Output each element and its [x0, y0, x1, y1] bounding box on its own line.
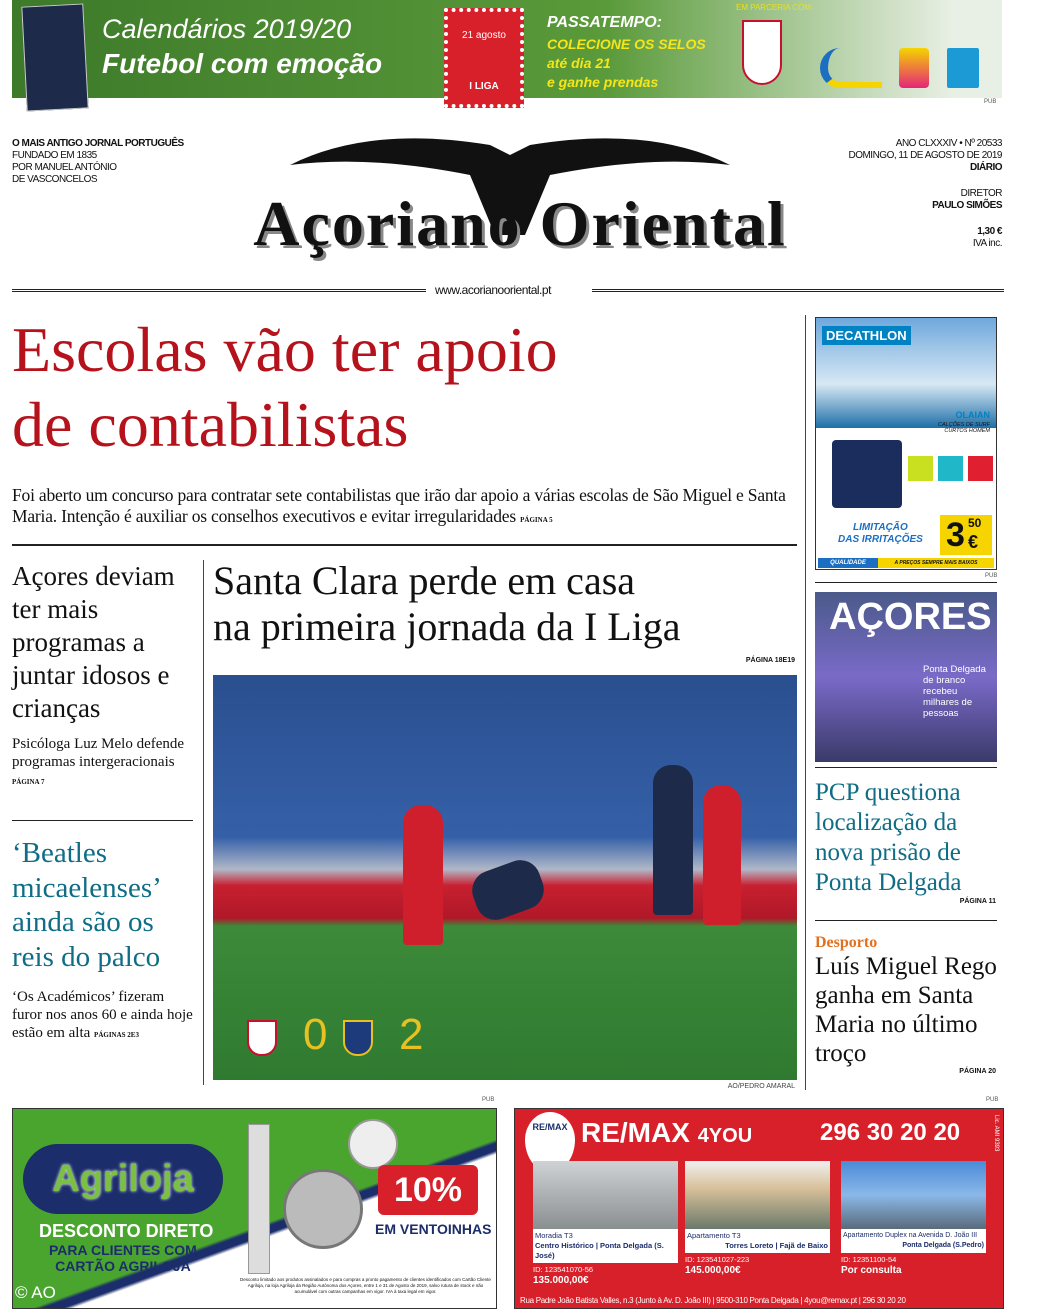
lead-headline-line: de contabilistas: [12, 389, 409, 460]
player-figure: [467, 855, 550, 926]
ega-logo: [820, 48, 882, 88]
director-name: PAULO SIMÕES: [932, 200, 1002, 211]
right-story-2[interactable]: [815, 934, 1000, 1075]
remax-ad[interactable]: [514, 1108, 1004, 1309]
ad-lowprice: A PREÇOS SEMPRE MAIS BAIXOS: [878, 558, 994, 568]
listing-location: Torres Loreto | Fajã de Baixo: [725, 1241, 828, 1250]
story-headline: Luís Miguel Rego ganha em Santa Maria no último troço: [815, 953, 997, 1067]
lead-headline[interactable]: [12, 312, 558, 462]
score-home: 0: [303, 1010, 328, 1059]
price: 1,30 €: [977, 226, 1002, 237]
famalicao-crest: [343, 1020, 373, 1056]
ad-headline: DESCONTO DIRETO: [39, 1221, 214, 1241]
pub-label: PUB: [986, 1097, 999, 1103]
founder: DE VASCONCELOS: [12, 174, 98, 185]
section-kicker: Desporto: [815, 934, 878, 951]
contest-line: e ganhe prendas: [547, 74, 659, 90]
page-ref: PÁGINA 11: [959, 898, 996, 905]
price-tag: [940, 515, 992, 555]
price-integer: 3: [946, 516, 965, 554]
listing-id: ID: 12351100-54: [841, 1255, 897, 1264]
player-figure: [703, 785, 741, 925]
divider: [12, 820, 193, 821]
remax-balloon-logo: RE/MAX: [525, 1112, 575, 1172]
banner-subtitle: Futebol com emoção: [102, 48, 383, 79]
player-figure: [403, 805, 443, 945]
vat-note: IVA inc.: [972, 238, 1002, 249]
ad-line: PARA CLIENTES COM: [49, 1242, 197, 1258]
listing-price: 145.000,00€: [685, 1265, 741, 1276]
listing-photo: [685, 1161, 830, 1229]
page-ref: PÁGINA 7: [12, 778, 45, 786]
listing-photo: [533, 1161, 678, 1229]
divider: [592, 289, 1004, 292]
listing-location: Centro Histórico | Ponta Delgada (S. José): [535, 1241, 664, 1260]
ad-line: CARTÃO AGRILOJA: [55, 1258, 191, 1274]
planeta-logo: [899, 48, 929, 88]
discount-percent: 10%: [378, 1165, 478, 1215]
eagle-icon: [290, 125, 730, 195]
magazine-title: AÇORES: [829, 596, 992, 638]
shorts-image: [908, 456, 933, 481]
pub-label: PUB: [482, 1097, 495, 1103]
price-currency: €: [968, 532, 979, 552]
olaian-logo: OLAIAN: [955, 410, 990, 420]
column-divider: [203, 560, 204, 1085]
listing-type: Apartamento Duplex na Avenida D. João III: [843, 1232, 978, 1239]
page-ref: PÁGINA 20: [959, 1068, 996, 1075]
agriloja-logo: Agriloja: [23, 1144, 223, 1214]
ad-slogan: DAS IRRITAÇÕES: [838, 534, 923, 545]
divider: [815, 767, 997, 768]
pub-label: PUB: [985, 573, 998, 579]
discount-label: EM VENTOINHAS: [375, 1221, 492, 1237]
center-headline[interactable]: [213, 558, 681, 650]
issue-date: DOMINGO, 11 DE AGOSTO DE 2019: [848, 150, 1002, 161]
masthead-right: [848, 138, 1002, 250]
football-photo[interactable]: [213, 675, 797, 1080]
photo-credit: AO/PEDRO AMARAL: [727, 1083, 795, 1090]
listing-type: Apartamento T3: [687, 1231, 741, 1240]
stamp-date: 21 agosto: [462, 30, 506, 41]
masthead-left: [12, 138, 184, 186]
decathlon-logo: DECATHLON: [822, 326, 911, 345]
floor-fan-image: [283, 1169, 363, 1249]
listing-price: Por consulta: [841, 1265, 902, 1276]
founder: POR MANUEL ANTÓNIO: [12, 162, 117, 173]
divider: [12, 289, 426, 292]
left-story-1[interactable]: [12, 560, 197, 791]
listing-card[interactable]: [841, 1161, 986, 1277]
divider: [12, 544, 797, 546]
promo-banner[interactable]: [12, 0, 1002, 98]
santa-clara-crest: [247, 1020, 277, 1056]
magazine-caption: Ponta Delgada de branco recebeu milhares de pessoas: [923, 664, 986, 719]
remax-phone[interactable]: 296 30 20 20: [820, 1119, 961, 1146]
fine-print: Desconto limitado aos produtos assinalados e para compras a pronto pagamento de clientes identificados com Cartão Cliente Agriloja, na loja Agriloja da Região Autónoma dos Açores, entre 1 e 31 de Agosto de 2019, salvo rutura de stock e não acumulável com outras campanhas em vigor. IVA à taxa legal em vigor.: [240, 1277, 491, 1294]
tagline: O MAIS ANTIGO JORNAL PORTUGUÊS: [12, 138, 184, 149]
license-number: Lic. AMI 9393: [993, 1115, 999, 1152]
listing-price: 135.000,00€: [533, 1275, 589, 1286]
page-ref: PÁGINAS 2E3: [94, 1031, 139, 1039]
shorts-image: [968, 456, 993, 481]
center-headline-line: Santa Clara perde em casa: [213, 558, 636, 603]
remax-contact-footer: Rua Padre João Batista Valles, n.3 (Junto à Av. D. João III) | 9500-310 Ponta Delgada | 4you@remax.pt | 296 30 20 20: [520, 1296, 906, 1305]
decathlon-ad[interactable]: [815, 317, 997, 570]
ad-slogan: LIMITAÇÃO: [853, 522, 908, 533]
website-link[interactable]: www.acorianooriental.pt: [435, 283, 551, 297]
listing-id: ID: 123541027-223: [685, 1255, 750, 1264]
lead-summary-text: Foi aberto um concurso para contratar sete contabilistas que irão dar apoio a várias escolas de São Miguel e Santa Maria. Intenção é auxiliar os conselhos executivos e evitar irregularidades: [12, 485, 786, 526]
listing-card[interactable]: [685, 1161, 830, 1277]
listing-location: Ponta Delgada (S.Pedro): [902, 1242, 984, 1249]
stamp-image: [444, 8, 524, 108]
ad-quality: QUALIDADE: [818, 558, 878, 568]
product-name: CALÇÕES DE SURF CURTOS HOMEM: [938, 422, 990, 434]
santa-clara-crest: [742, 20, 782, 85]
story-headline: ‘Beatles micaelenses’ ainda são os reis do palco: [12, 837, 161, 973]
contest-line: COLECIONE OS SELOS: [547, 36, 706, 52]
lead-summary: [12, 485, 802, 531]
stamp-league: I LIGA: [469, 81, 499, 92]
divider: [815, 920, 997, 921]
partner-label: EM PARCERIA COM:: [736, 3, 814, 12]
agriloja-ad[interactable]: [12, 1108, 497, 1309]
shorts-image: [832, 440, 902, 508]
founded: FUNDADO EM 1835: [12, 150, 97, 161]
page-ref: PÁGINA 5: [520, 516, 553, 524]
price-cents: 50: [968, 516, 982, 530]
divider: [815, 582, 997, 583]
director-label: DIRETOR: [960, 188, 1002, 199]
tower-fan-image: [248, 1124, 270, 1274]
issue-number: ANO CLXXXIV • Nº 20533: [895, 138, 1002, 149]
listing-card[interactable]: [533, 1161, 678, 1287]
shorts-image: [938, 456, 963, 481]
left-story-2[interactable]: [12, 836, 197, 1044]
lead-headline-line: Escolas vão ter apoio: [12, 314, 558, 385]
contest-line: até dia 21: [547, 55, 611, 71]
calendar-image: [21, 3, 88, 111]
score-away: 2: [399, 1010, 424, 1059]
center-headline-line: na primeira jornada da I Liga: [213, 604, 681, 649]
acores-magazine[interactable]: [815, 592, 997, 762]
contest-title: PASSATEMPO:: [547, 14, 662, 31]
right-story-1[interactable]: [815, 778, 1000, 905]
copyright: © AO: [15, 1283, 56, 1302]
remax-office: 4YOU: [697, 1125, 753, 1147]
page-ref: PÁGINA 18E19: [745, 657, 795, 664]
story-headline: Açores deviam ter mais programas a juntar idosos e crianças: [12, 561, 175, 723]
story-summary: Psicóloga Luz Melo defende programas intergeracionais: [12, 736, 185, 770]
remax-brand: RE/MAX: [581, 1117, 690, 1148]
listing-type: Moradia T3: [535, 1231, 573, 1240]
inl-logo: [947, 48, 979, 88]
listing-photo: [841, 1161, 986, 1229]
frequency: DIÁRIO: [970, 162, 1002, 173]
column-divider: [805, 315, 806, 1090]
listing-id: ID: 123541070-56: [533, 1265, 594, 1274]
pub-label: PUB: [984, 99, 997, 105]
newspaper-logo[interactable]: Açoriano Oriental: [253, 188, 787, 259]
story-headline: PCP questiona localização da nova prisão de Ponta Delgada: [815, 779, 962, 896]
story-summary: ‘Os Académicos’ fizeram furor nos anos 60 e ainda hoje estão em alta: [12, 989, 193, 1041]
stand-fan-image: [348, 1119, 398, 1169]
banner-title: Calendários 2019/20: [102, 14, 352, 44]
player-figure: [653, 765, 693, 915]
